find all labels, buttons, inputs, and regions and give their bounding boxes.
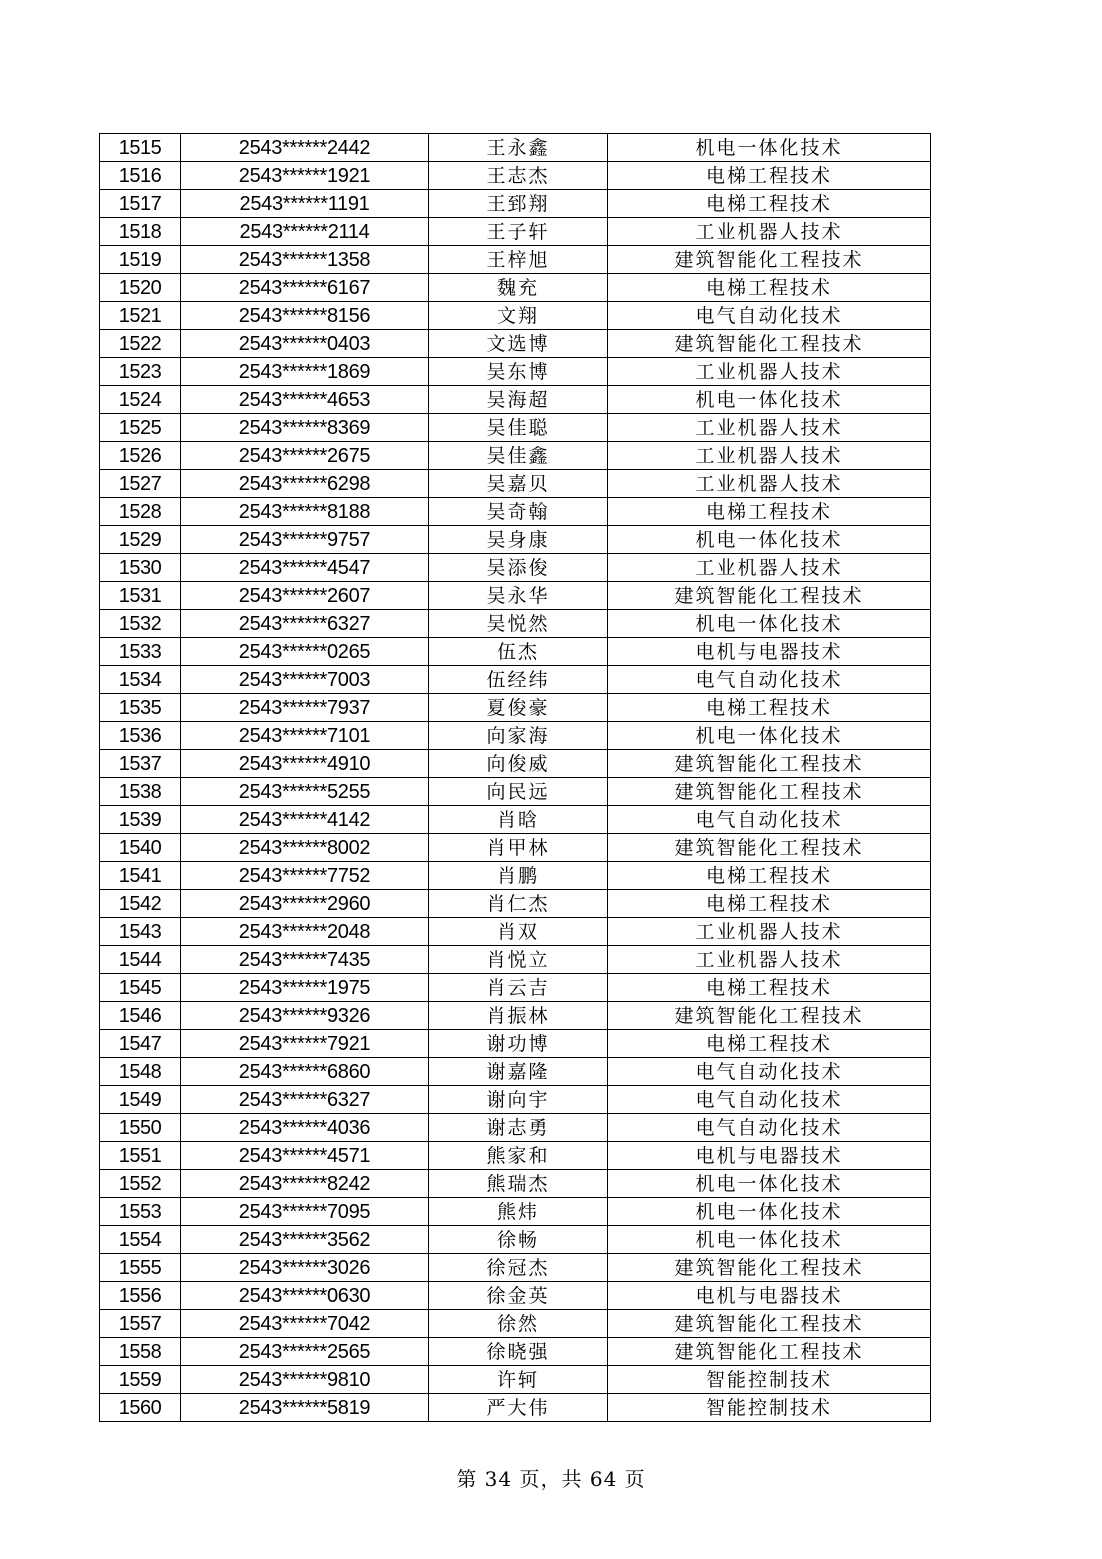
table-row xyxy=(100,1058,931,1086)
row-number-cell: 1560 xyxy=(100,1394,181,1422)
name-cell: 吴身康 xyxy=(429,526,608,554)
major-cell: 建筑智能化工程技术 xyxy=(608,582,931,610)
id-number-cell: 2543******7921 xyxy=(181,1030,429,1058)
table-row xyxy=(100,1198,931,1226)
table-row xyxy=(100,1170,931,1198)
major-cell: 机电一体化技术 xyxy=(608,526,931,554)
major-cell: 电梯工程技术 xyxy=(608,1030,931,1058)
name-cell: 向俊威 xyxy=(429,750,608,778)
major-cell: 电气自动化技术 xyxy=(608,806,931,834)
id-number-cell: 2543******6167 xyxy=(181,274,429,302)
row-number-cell: 1551 xyxy=(100,1142,181,1170)
name-cell: 吴奇翰 xyxy=(429,498,608,526)
table-row xyxy=(100,498,931,526)
major-cell: 电梯工程技术 xyxy=(608,274,931,302)
row-number-cell: 1542 xyxy=(100,890,181,918)
row-number-cell: 1555 xyxy=(100,1254,181,1282)
record-table xyxy=(99,133,931,1422)
table-row xyxy=(100,582,931,610)
id-number-cell: 2543******8188 xyxy=(181,498,429,526)
major-cell: 电梯工程技术 xyxy=(608,862,931,890)
table-row xyxy=(100,1002,931,1030)
name-cell: 谢嘉隆 xyxy=(429,1058,608,1086)
id-number-cell: 2543******2114 xyxy=(181,218,429,246)
id-number-cell: 2543******8002 xyxy=(181,834,429,862)
row-number-cell: 1523 xyxy=(100,358,181,386)
row-number-cell: 1527 xyxy=(100,470,181,498)
table-row xyxy=(100,134,931,162)
table-row xyxy=(100,526,931,554)
name-cell: 熊瑞杰 xyxy=(429,1170,608,1198)
name-cell: 吴悦然 xyxy=(429,610,608,638)
major-cell: 电梯工程技术 xyxy=(608,498,931,526)
major-cell: 电机与电器技术 xyxy=(608,1282,931,1310)
id-number-cell: 2543******7095 xyxy=(181,1198,429,1226)
table-row xyxy=(100,386,931,414)
table-row xyxy=(100,890,931,918)
row-number-cell: 1545 xyxy=(100,974,181,1002)
table-row xyxy=(100,694,931,722)
table-row xyxy=(100,638,931,666)
id-number-cell: 2543******7937 xyxy=(181,694,429,722)
major-cell: 电梯工程技术 xyxy=(608,974,931,1002)
id-number-cell: 2543******6327 xyxy=(181,1086,429,1114)
table-row xyxy=(100,1114,931,1142)
major-cell: 工业机器人技术 xyxy=(608,946,931,974)
name-cell: 徐畅 xyxy=(429,1226,608,1254)
major-cell: 电气自动化技术 xyxy=(608,1114,931,1142)
id-number-cell: 2543******2675 xyxy=(181,442,429,470)
name-cell: 谢向宇 xyxy=(429,1086,608,1114)
name-cell: 伍杰 xyxy=(429,638,608,666)
id-number-cell: 2543******9757 xyxy=(181,526,429,554)
table-row xyxy=(100,1226,931,1254)
name-cell: 徐冠杰 xyxy=(429,1254,608,1282)
id-number-cell: 2543******8369 xyxy=(181,414,429,442)
major-cell: 机电一体化技术 xyxy=(608,610,931,638)
id-number-cell: 2543******8242 xyxy=(181,1170,429,1198)
row-number-cell: 1547 xyxy=(100,1030,181,1058)
row-number-cell: 1520 xyxy=(100,274,181,302)
table-row xyxy=(100,414,931,442)
major-cell: 建筑智能化工程技术 xyxy=(608,778,931,806)
major-cell: 建筑智能化工程技术 xyxy=(608,246,931,274)
name-cell: 吴佳鑫 xyxy=(429,442,608,470)
row-number-cell: 1534 xyxy=(100,666,181,694)
table-row xyxy=(100,1254,931,1282)
major-cell: 机电一体化技术 xyxy=(608,1170,931,1198)
id-number-cell: 2543******1191 xyxy=(181,190,429,218)
major-cell: 建筑智能化工程技术 xyxy=(608,1310,931,1338)
major-cell: 建筑智能化工程技术 xyxy=(608,1002,931,1030)
row-number-cell: 1533 xyxy=(100,638,181,666)
major-cell: 建筑智能化工程技术 xyxy=(608,1254,931,1282)
id-number-cell: 2543******0403 xyxy=(181,330,429,358)
table-row xyxy=(100,246,931,274)
id-number-cell: 2543******5255 xyxy=(181,778,429,806)
major-cell: 电气自动化技术 xyxy=(608,1058,931,1086)
table-row xyxy=(100,1282,931,1310)
row-number-cell: 1540 xyxy=(100,834,181,862)
id-number-cell: 2543******9810 xyxy=(181,1366,429,1394)
name-cell: 文选博 xyxy=(429,330,608,358)
table-row xyxy=(100,1338,931,1366)
row-number-cell: 1516 xyxy=(100,162,181,190)
id-number-cell: 2543******2607 xyxy=(181,582,429,610)
row-number-cell: 1544 xyxy=(100,946,181,974)
major-cell: 建筑智能化工程技术 xyxy=(608,750,931,778)
row-number-cell: 1554 xyxy=(100,1226,181,1254)
major-cell: 建筑智能化工程技术 xyxy=(608,330,931,358)
row-number-cell: 1548 xyxy=(100,1058,181,1086)
major-cell: 工业机器人技术 xyxy=(608,470,931,498)
major-cell: 建筑智能化工程技术 xyxy=(608,834,931,862)
id-number-cell: 2543******2960 xyxy=(181,890,429,918)
major-cell: 智能控制技术 xyxy=(608,1366,931,1394)
id-number-cell: 2543******1975 xyxy=(181,974,429,1002)
row-number-cell: 1525 xyxy=(100,414,181,442)
page-number: 第 34 页，共 64 页 xyxy=(456,1467,646,1491)
table-row xyxy=(100,834,931,862)
row-number-cell: 1532 xyxy=(100,610,181,638)
id-number-cell: 2543******6327 xyxy=(181,610,429,638)
name-cell: 伍经纬 xyxy=(429,666,608,694)
major-cell: 机电一体化技术 xyxy=(608,1198,931,1226)
major-cell: 电气自动化技术 xyxy=(608,1086,931,1114)
name-cell: 肖甲林 xyxy=(429,834,608,862)
name-cell: 吴永华 xyxy=(429,582,608,610)
table-row xyxy=(100,1310,931,1338)
name-cell: 吴佳聪 xyxy=(429,414,608,442)
id-number-cell: 2543******7435 xyxy=(181,946,429,974)
row-number-cell: 1515 xyxy=(100,134,181,162)
major-cell: 机电一体化技术 xyxy=(608,1226,931,1254)
name-cell: 向民远 xyxy=(429,778,608,806)
major-cell: 电梯工程技术 xyxy=(608,190,931,218)
id-number-cell: 2543******7003 xyxy=(181,666,429,694)
major-cell: 电梯工程技术 xyxy=(608,890,931,918)
row-number-cell: 1543 xyxy=(100,918,181,946)
row-number-cell: 1538 xyxy=(100,778,181,806)
name-cell: 严大伟 xyxy=(429,1394,608,1422)
row-number-cell: 1553 xyxy=(100,1198,181,1226)
major-cell: 电气自动化技术 xyxy=(608,302,931,330)
major-cell: 电气自动化技术 xyxy=(608,666,931,694)
row-number-cell: 1519 xyxy=(100,246,181,274)
table-row xyxy=(100,722,931,750)
major-cell: 工业机器人技术 xyxy=(608,918,931,946)
table-row xyxy=(100,218,931,246)
id-number-cell: 2543******0265 xyxy=(181,638,429,666)
table-row xyxy=(100,358,931,386)
name-cell: 文翔 xyxy=(429,302,608,330)
name-cell: 夏俊豪 xyxy=(429,694,608,722)
name-cell: 徐晓强 xyxy=(429,1338,608,1366)
major-cell: 工业机器人技术 xyxy=(608,218,931,246)
name-cell: 熊炜 xyxy=(429,1198,608,1226)
name-cell: 许轲 xyxy=(429,1366,608,1394)
table-row xyxy=(100,750,931,778)
table-row xyxy=(100,274,931,302)
id-number-cell: 2543******1869 xyxy=(181,358,429,386)
name-cell: 向家海 xyxy=(429,722,608,750)
name-cell: 谢志勇 xyxy=(429,1114,608,1142)
row-number-cell: 1531 xyxy=(100,582,181,610)
table-row xyxy=(100,974,931,1002)
row-number-cell: 1518 xyxy=(100,218,181,246)
name-cell: 徐金英 xyxy=(429,1282,608,1310)
table-row xyxy=(100,1086,931,1114)
id-number-cell: 2543******1921 xyxy=(181,162,429,190)
table-row xyxy=(100,806,931,834)
id-number-cell: 2543******3562 xyxy=(181,1226,429,1254)
row-number-cell: 1529 xyxy=(100,526,181,554)
id-number-cell: 2543******7101 xyxy=(181,722,429,750)
name-cell: 肖悦立 xyxy=(429,946,608,974)
record-table-body xyxy=(100,134,931,1422)
row-number-cell: 1539 xyxy=(100,806,181,834)
id-number-cell: 2543******2565 xyxy=(181,1338,429,1366)
name-cell: 吴海超 xyxy=(429,386,608,414)
row-number-cell: 1559 xyxy=(100,1366,181,1394)
id-number-cell: 2543******8156 xyxy=(181,302,429,330)
table-row xyxy=(100,330,931,358)
major-cell: 工业机器人技术 xyxy=(608,414,931,442)
table-row xyxy=(100,918,931,946)
row-number-cell: 1522 xyxy=(100,330,181,358)
table-row xyxy=(100,162,931,190)
table-row xyxy=(100,1366,931,1394)
name-cell: 魏充 xyxy=(429,274,608,302)
row-number-cell: 1549 xyxy=(100,1086,181,1114)
name-cell: 王子轩 xyxy=(429,218,608,246)
major-cell: 电机与电器技术 xyxy=(608,1142,931,1170)
row-number-cell: 1550 xyxy=(100,1114,181,1142)
id-number-cell: 2543******7752 xyxy=(181,862,429,890)
name-cell: 肖振林 xyxy=(429,1002,608,1030)
table-row xyxy=(100,554,931,582)
row-number-cell: 1557 xyxy=(100,1310,181,1338)
row-number-cell: 1530 xyxy=(100,554,181,582)
name-cell: 王梓旭 xyxy=(429,246,608,274)
id-number-cell: 2543******5819 xyxy=(181,1394,429,1422)
id-number-cell: 2543******2048 xyxy=(181,918,429,946)
id-number-cell: 2543******4653 xyxy=(181,386,429,414)
major-cell: 电梯工程技术 xyxy=(608,162,931,190)
name-cell: 徐然 xyxy=(429,1310,608,1338)
row-number-cell: 1528 xyxy=(100,498,181,526)
table-row xyxy=(100,190,931,218)
row-number-cell: 1546 xyxy=(100,1002,181,1030)
name-cell: 肖晗 xyxy=(429,806,608,834)
row-number-cell: 1526 xyxy=(100,442,181,470)
name-cell: 肖双 xyxy=(429,918,608,946)
row-number-cell: 1541 xyxy=(100,862,181,890)
table-row xyxy=(100,1394,931,1422)
major-cell: 机电一体化技术 xyxy=(608,722,931,750)
major-cell: 电机与电器技术 xyxy=(608,638,931,666)
major-cell: 工业机器人技术 xyxy=(608,442,931,470)
row-number-cell: 1535 xyxy=(100,694,181,722)
row-number-cell: 1537 xyxy=(100,750,181,778)
row-number-cell: 1536 xyxy=(100,722,181,750)
name-cell: 谢功博 xyxy=(429,1030,608,1058)
table-row xyxy=(100,302,931,330)
id-number-cell: 2543******3026 xyxy=(181,1254,429,1282)
row-number-cell: 1524 xyxy=(100,386,181,414)
name-cell: 吴东博 xyxy=(429,358,608,386)
name-cell: 王永鑫 xyxy=(429,134,608,162)
table-row xyxy=(100,778,931,806)
name-cell: 肖仁杰 xyxy=(429,890,608,918)
row-number-cell: 1517 xyxy=(100,190,181,218)
id-number-cell: 2543******9326 xyxy=(181,1002,429,1030)
id-number-cell: 2543******2442 xyxy=(181,134,429,162)
table-row xyxy=(100,666,931,694)
id-number-cell: 2543******7042 xyxy=(181,1310,429,1338)
id-number-cell: 2543******4547 xyxy=(181,554,429,582)
major-cell: 智能控制技术 xyxy=(608,1394,931,1422)
id-number-cell: 2543******6860 xyxy=(181,1058,429,1086)
table-row xyxy=(100,470,931,498)
major-cell: 机电一体化技术 xyxy=(608,386,931,414)
row-number-cell: 1521 xyxy=(100,302,181,330)
id-number-cell: 2543******1358 xyxy=(181,246,429,274)
id-number-cell: 2543******6298 xyxy=(181,470,429,498)
major-cell: 工业机器人技术 xyxy=(608,358,931,386)
table-row xyxy=(100,946,931,974)
row-number-cell: 1556 xyxy=(100,1282,181,1310)
name-cell: 熊家和 xyxy=(429,1142,608,1170)
major-cell: 工业机器人技术 xyxy=(608,554,931,582)
major-cell: 建筑智能化工程技术 xyxy=(608,1338,931,1366)
table-row xyxy=(100,442,931,470)
name-cell: 吴嘉贝 xyxy=(429,470,608,498)
name-cell: 王志杰 xyxy=(429,162,608,190)
major-cell: 机电一体化技术 xyxy=(608,134,931,162)
table-row xyxy=(100,1030,931,1058)
table-row xyxy=(100,1142,931,1170)
row-number-cell: 1552 xyxy=(100,1170,181,1198)
id-number-cell: 2543******0630 xyxy=(181,1282,429,1310)
major-cell: 电梯工程技术 xyxy=(608,694,931,722)
name-cell: 肖鹏 xyxy=(429,862,608,890)
id-number-cell: 2543******4571 xyxy=(181,1142,429,1170)
name-cell: 吴添俊 xyxy=(429,554,608,582)
id-number-cell: 2543******4910 xyxy=(181,750,429,778)
row-number-cell: 1558 xyxy=(100,1338,181,1366)
table-row xyxy=(100,862,931,890)
name-cell: 肖云吉 xyxy=(429,974,608,1002)
id-number-cell: 2543******4142 xyxy=(181,806,429,834)
table-row xyxy=(100,610,931,638)
id-number-cell: 2543******4036 xyxy=(181,1114,429,1142)
name-cell: 王郅翔 xyxy=(429,190,608,218)
